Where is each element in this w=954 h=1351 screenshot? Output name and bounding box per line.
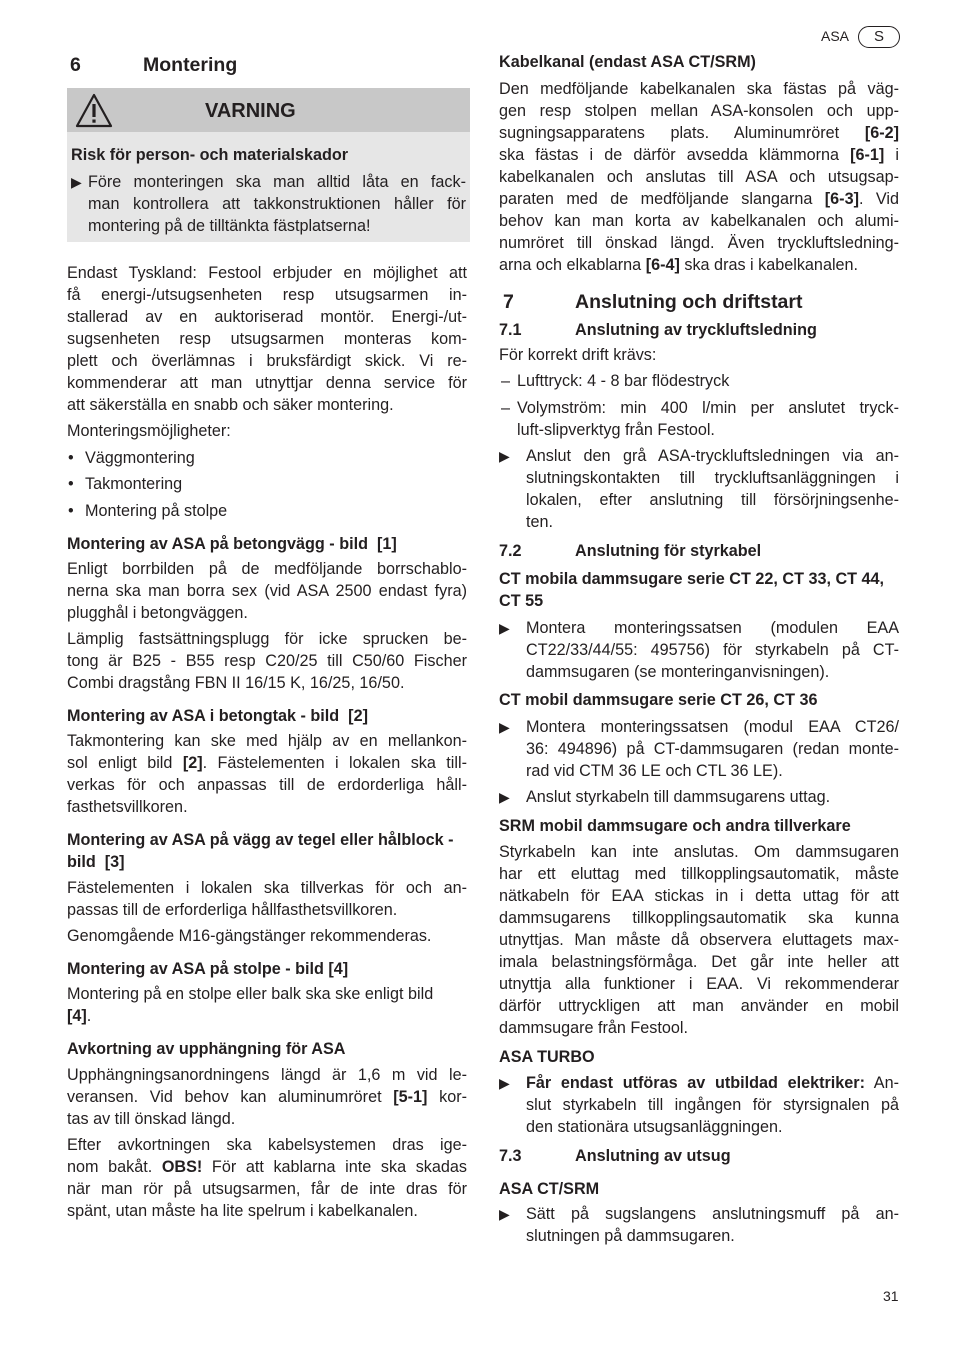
- ceiling-heading: Montering av ASA i betongtak - bild [2]: [67, 707, 368, 725]
- cable-text-6b: . Vid: [858, 190, 899, 208]
- section-7-2-number: 7.2: [499, 542, 522, 560]
- pole-heading: Montering av ASA på stolpe - bild [4]: [67, 960, 349, 978]
- after-line-2: [67, 1156, 467, 1178]
- ct2-step1-line-2: 36: 494896) på CT-dammsugaren (redan monte-: [526, 740, 899, 758]
- srm-line-7: utnyttja alla funktioner i EAA. Vi rekommenderar: [499, 975, 899, 993]
- germany-line-3: stallerad av en auktoriserad montör. Energi-/ut-: [67, 308, 467, 326]
- option-3: Montering på stolpe: [85, 502, 228, 520]
- germany-line-7: att säkerställa en snabb och säker montering.: [67, 396, 394, 414]
- ct1-step-line-3: dammsugaren (se monteringanvisningen).: [526, 663, 830, 681]
- pole-text-2b: .: [86, 1007, 92, 1025]
- short-line-2: [67, 1086, 467, 1108]
- wall-p2-line-2: tong är B25 - B55 resp C20/25 till C50/60 Fischer: [67, 652, 467, 670]
- triangle-arrow-icon: ▶: [499, 789, 510, 805]
- wall-p1-line-1: Enligt borrbilden på de medföljande borrschablo-: [67, 560, 467, 578]
- language-badge: [858, 26, 900, 48]
- cable-line-6: [499, 188, 899, 210]
- asa-ct-step-line-1: Sätt på sugslangens anslutningsmuff på an-: [526, 1205, 899, 1223]
- after-line-1: Efter avkortningen ska kabelsystemen dras ige-: [67, 1136, 467, 1154]
- cable-ref-6-4: [6-4]: [645, 256, 680, 274]
- requirements-intro: För korrekt drift krävs:: [499, 346, 657, 364]
- asa-ct-step-line-2: slutningen på dammsugaren.: [526, 1227, 735, 1245]
- pole-line-2: [67, 1005, 91, 1027]
- cable-text-4b: i: [884, 146, 899, 164]
- requirement-2-line-2: luft-slipverktyg från Festool.: [517, 421, 715, 439]
- header-product: ASA: [821, 28, 850, 44]
- cable-ref-6-1: [6-1]: [850, 146, 885, 164]
- ceiling-text-2c: . Fästelementen i lokalen ska till-: [202, 754, 467, 772]
- short-ref-5-1: [5-1]: [393, 1088, 428, 1106]
- triangle-arrow-icon: ▶: [499, 620, 510, 636]
- brick-p2: Genomgående M16-gängstänger rekommenderas.: [67, 927, 432, 945]
- ceiling-text-2a: sol enligt bild: [67, 754, 183, 772]
- section-6-number: 6: [70, 54, 81, 76]
- triangle-arrow-icon: ▶: [499, 719, 510, 735]
- wall-heading: Montering av ASA på betongvägg - bild [1]: [67, 535, 397, 553]
- air-step-line-2: slutningskontakten till tryckluftsanläggningen i: [526, 469, 899, 487]
- turbo-text-1b: An-: [865, 1074, 899, 1092]
- srm-line-6: imala belastningsförmåga. Det går inte heller att: [499, 953, 899, 971]
- warning-line-2: man kontrollera att takkonstruktionen håller för: [88, 195, 466, 213]
- srm-line-4: dammsugarens tillkopplingsautomatik ska kunna: [499, 909, 899, 927]
- cable-text-4a: ska fästas i de därför avsedda klämmorna: [499, 146, 851, 164]
- ceiling-line-1: Takmontering kan ske med hjälp av en mellankon-: [67, 732, 467, 750]
- turbo-heading: ASA TURBO: [499, 1048, 595, 1066]
- ct2-heading: CT mobil dammsugare serie CT 26, CT 36: [499, 691, 818, 709]
- brick-p1-line-1: Fästelementen i lokalen ska tillverkas för och an-: [67, 879, 467, 897]
- round-bullet-icon: •: [68, 475, 74, 493]
- cable-line-7: behov kan man korta av kabelkanalen och alumi-: [499, 212, 899, 230]
- warning-triangle-icon: [75, 93, 113, 128]
- turbo-warning-bold: Får endast utföras av utbildad elektriker:: [526, 1074, 865, 1092]
- language-label: S: [873, 28, 884, 45]
- brick-p1-line-2: passas till de erforderliga hållfasthetsvillkoren.: [67, 901, 398, 919]
- pole-line-1: Montering på en stolpe eller balk ska ske enligt bild: [67, 985, 434, 1003]
- brick-heading-line-2: bild [3]: [67, 853, 125, 871]
- cable-line-5: kabelkanalen och anslutas till ASA och utsugsap-: [499, 168, 899, 186]
- after-obs: OBS!: [161, 1158, 203, 1176]
- option-2: Takmontering: [85, 475, 183, 493]
- requirement-1: Lufttryck: 4 - 8 bar flödestryck: [517, 372, 730, 390]
- section-7-number: 7: [503, 291, 514, 313]
- cable-text-9a: arna och elkablarna: [499, 256, 646, 274]
- ceiling-line-3: verkas för och anpassas till de erdorderliga håll-: [67, 776, 467, 794]
- germany-line-6: kommenderar att man utnyttjar denna service för: [67, 374, 467, 392]
- srm-heading: SRM mobil dammsugare och andra tillverkare: [499, 817, 851, 835]
- air-step-line-3: lokalen, efter anslutning till försörjningsenhe-: [526, 491, 899, 509]
- air-step-line-1: Anslut den grå ASA-tryckluftsledningen via an-: [526, 447, 899, 465]
- after-line-4: spänt, utan måste ha lite spelrum i kabelkanalen.: [67, 1202, 418, 1220]
- section-6-title: Montering: [143, 54, 238, 76]
- warning-line-3: montering på de tilltänkta fästplatserna!: [88, 217, 371, 235]
- cable-line-1: Den medföljande kabelkanalen ska fästas på väg-: [499, 80, 899, 98]
- cable-text-6a: paraten med de medföljande slangarna: [499, 190, 825, 208]
- srm-line-2: har ett eluttag med tillkopplingsautomatik, måste: [499, 865, 899, 883]
- options-intro: Monteringsmöjligheter:: [67, 422, 231, 440]
- triangle-arrow-icon: ▶: [499, 1075, 510, 1091]
- cable-line-4: [499, 144, 899, 166]
- germany-label: Endast Tyskland:: [67, 264, 197, 282]
- cable-heading: Kabelkanal (endast ASA CT/SRM): [499, 53, 756, 71]
- warning-title: VARNING: [205, 100, 296, 122]
- ct1-heading-line-1: CT mobila dammsugare serie CT 22, CT 33, CT 44,: [499, 570, 885, 588]
- short-heading: Avkortning av upphängning för ASA: [67, 1040, 346, 1058]
- round-bullet-icon: •: [68, 502, 74, 520]
- round-bullet-icon: •: [68, 449, 74, 467]
- cable-line-8: numröret till önskad längd. Även tryckluftsledning-: [499, 234, 899, 252]
- after-line-3: när man rör på utsugsarmen, får de inte dras för: [67, 1180, 467, 1198]
- ct2-step1-line-3: rad vid CTM 36 LE och CTL 36 LE).: [526, 762, 783, 780]
- air-step-line-4: ten.: [526, 513, 554, 531]
- germany-text-1: Festool erbjuder en möjlighet att: [196, 264, 467, 282]
- cable-line-9: [499, 254, 858, 276]
- srm-line-1: Styrkabeln kan inte anslutas. Om dammsugaren: [499, 843, 899, 861]
- dash-marker: –: [501, 372, 511, 390]
- page-number: 31: [883, 1288, 899, 1304]
- wall-p1-line-2: nerna ska man borra sex (vid ASA 2500 endast fyra): [67, 582, 467, 600]
- cable-text-9b: ska dras i kabelkanalen.: [679, 256, 859, 274]
- warning-subtitle: Risk för person- och materialskador: [71, 146, 349, 164]
- warning-arrow-icon: ▶: [71, 174, 82, 190]
- asa-ct-heading: ASA CT/SRM: [499, 1180, 600, 1198]
- triangle-arrow-icon: ▶: [499, 1206, 510, 1222]
- pole-ref-4: [4]: [67, 1007, 87, 1025]
- turbo-line-1: [526, 1072, 899, 1094]
- srm-line-5: utnyttjas. Man måste då observera eluttagets max-: [499, 931, 899, 949]
- ceiling-line-2: [67, 752, 467, 774]
- section-7-3-title: Anslutning av utsug: [575, 1147, 731, 1165]
- wall-p2-line-1: Lämplig fastsättningsplugg för icke sprucken be-: [67, 630, 467, 648]
- ct2-step2: Anslut styrkabeln till dammsugarens uttag.: [526, 788, 831, 806]
- after-text-2c: För att kablarna inte ska skadas: [202, 1158, 467, 1176]
- cable-line-2: gen resp stolpen mellan ASA-konsolen och upp-: [499, 102, 899, 120]
- ct1-step-line-2: CT22/33/44/55: 495756) för styrkabeln på CT-: [526, 641, 899, 659]
- short-text-2a: veransen. Vid behov kan aluminumröret: [67, 1088, 394, 1106]
- cable-ref-6-2: [6-2]: [864, 124, 899, 142]
- germany-line-1: [67, 262, 467, 284]
- ceiling-line-4: fasthetsvillkoren.: [67, 798, 188, 816]
- wall-p1-line-3: plugghål i betongväggen.: [67, 604, 248, 622]
- short-line-3: tas av till önskad längd.: [67, 1110, 236, 1128]
- turbo-line-3: den stationära utsugsanläggningen.: [526, 1118, 783, 1136]
- short-line-1: Upphängningsanordningens längd är 1,6 m vid le-: [67, 1066, 467, 1084]
- section-7-3-number: 7.3: [499, 1147, 522, 1165]
- ct1-heading-line-2: CT 55: [499, 592, 544, 610]
- germany-line-2: få energi-/utsugsenheten resp utsugsarmen in-: [67, 286, 467, 304]
- section-7-1-number: 7.1: [499, 321, 522, 339]
- section-7-title: Anslutning och driftstart: [575, 291, 803, 313]
- short-text-2c: kor-: [427, 1088, 468, 1106]
- dash-marker: –: [501, 399, 511, 417]
- brick-heading-line-1: Montering av ASA på vägg av tegel eller hålblock -: [67, 831, 454, 849]
- germany-line-4: sugsenheten resp utsugsarmen monteras kom-: [67, 330, 467, 348]
- triangle-arrow-icon: ▶: [499, 448, 510, 464]
- ceiling-ref-2: [2]: [182, 754, 203, 772]
- ct1-step-line-1: Montera monteringssatsen (modulen EAA: [526, 619, 899, 637]
- srm-line-8: därför uttryckligen att man använder en mobil: [499, 997, 899, 1015]
- warning-line-1: Före monteringen ska man alltid låta en fack-: [88, 173, 466, 191]
- ct2-step1-line-1: Montera monteringssatsen (modul EAA CT26/: [526, 718, 899, 736]
- turbo-line-2: slut styrkabeln till ingången för styrsignalen på: [526, 1096, 899, 1114]
- srm-line-3: nätkabeln för EAA stickas in i detta uttag för att: [499, 887, 899, 905]
- section-7-2-title: Anslutning för styrkabel: [575, 542, 762, 560]
- cable-line-3: [499, 122, 899, 144]
- requirement-2-line-1: Volymström: min 400 l/min per anslutet tryck-: [517, 399, 899, 417]
- cable-text-3: sugningsapparatens plats. Aluminumröret: [499, 124, 865, 142]
- germany-line-5: plett och överlämnas i bruksfärdigt skick. Vi re-: [67, 352, 467, 370]
- section-7-1-title: Anslutning av tryckluftsledning: [575, 321, 817, 339]
- wall-p2-line-3: Combi dragstång FBN II 16/15 K, 16/25, 16/50.: [67, 674, 405, 692]
- cable-ref-6-3: [6-3]: [824, 190, 859, 208]
- after-text-2a: nom bakåt.: [67, 1158, 162, 1176]
- option-1: Väggmontering: [85, 449, 195, 467]
- srm-line-9: dammsugare från Festool.: [499, 1019, 688, 1037]
